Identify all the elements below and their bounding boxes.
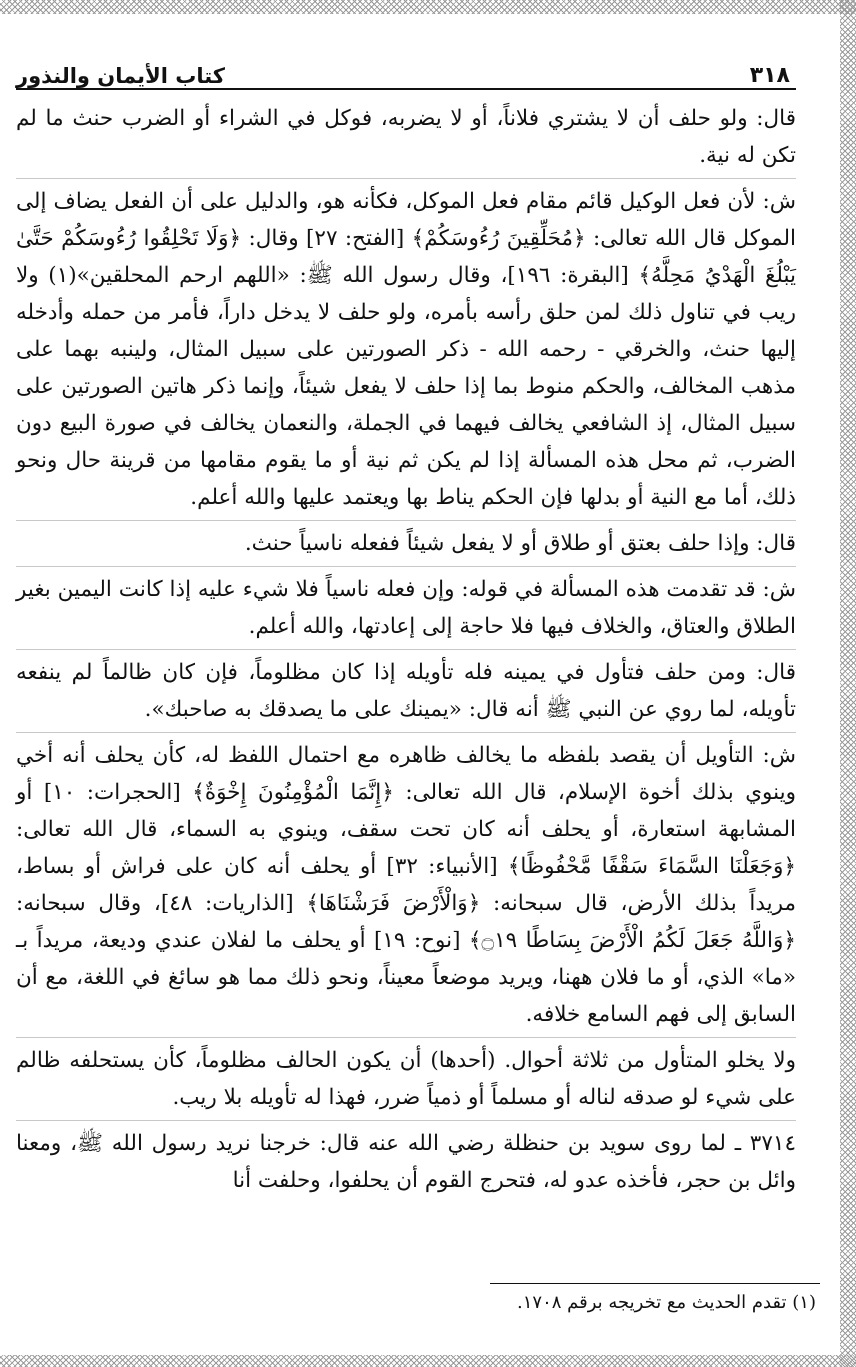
footnote-separator bbox=[490, 1283, 820, 1284]
paragraph-matn-3: قال: ومن حلف فتأول في يمينه فله تأويله إذا كان مظلوماً، فإن كان ظالماً لم ينفعه تأويله، لما روي عن النبي ﷺ أنه قال: «يمينك على ما يصدقك به صاحبك». bbox=[16, 654, 796, 733]
decorative-border-bottom bbox=[0, 1355, 856, 1367]
paragraph-matn-1: قال: ولو حلف أن لا يشتري فلاناً، أو لا يضربه، فوكل في الشراء أو الضرب حنث ما لم تكن له نية. bbox=[16, 100, 796, 179]
page-body bbox=[16, 100, 796, 1203]
paragraph-hadith: ٣٧١٤ ـ لما روى سويد بن حنظلة رضي الله عنه قال: خرجنا نريد رسول الله ﷺ، ومعنا وائل بن حجر، فأخذه عدو له، فتحرج القوم أن يحلفوا، وحلفت أنا bbox=[16, 1131, 796, 1193]
running-header bbox=[16, 44, 796, 90]
footnote: (١) تقدم الحديث مع تخريجه برقم ١٧٠٨. bbox=[517, 1292, 816, 1313]
decorative-border-top bbox=[0, 0, 856, 14]
paragraph-sharh-4: ولا يخلو المتأول من ثلاثة أحوال. (أحدها) أن يكون الحالف مظلوماً، كأن يستحلفه ظالم على شيء لو صدقه لناله أو مسلماً أو ذمياً ضرر، فهذا له تأويله بلا ريب. bbox=[16, 1042, 796, 1121]
book-page bbox=[16, 44, 796, 1203]
paragraph-sharh-1: ش: لأن فعل الوكيل قائم مقام فعل الموكل، فكأنه هو، والدليل على أن الفعل يضاف إلى الموكل قال الله تعالى: ﴿مُحَلِّقِينَ رُءُوسَكُمْ﴾ [الفتح: ٢٧] وقال: ﴿وَلَا تَحْلِقُوا رُءُوسَكُمْ حَتَّىٰ يَبْلُغَ الْهَدْيُ مَحِلَّهُ﴾ [البقرة: ١٩٦]، وقال رسول الله ﷺ: «اللهم ارحم المحلقين»(١) ولا ريب في تناول ذلك لمن حلق رأسه بأمره، ولو حلف لا يدخل داراً، فأمر من حمله وأدخله إليها حنث، والخرقي - رحمه الله - ذكر الصورتين على سبيل المثال، ولينبه بهما على مذهب المخالف، والحكم منوط بما إذا حلف لا يفعل شيئاً، وإنما ذكر هاتين الصورتين على سبيل المثال، إذ الشافعي يخالف فيهما في الجملة، والنعمان يخالف في صورة البيع دون الضرب، ثم محل هذه المسألة إذا لم يكن ثم نية أو ما يقوم مقامها من قرينة حال ونحو ذلك، أما مع النية أو بدلها فإن الحكم يناط بها ويعتمد عليها والله أعلم. bbox=[16, 183, 796, 521]
chapter-title: كتاب الأيمان والنذور bbox=[16, 64, 225, 88]
paragraph-sharh-2: ش: قد تقدمت هذه المسألة في قوله: وإن فعله ناسياً فلا شيء عليه إذا كانت اليمين بغير الطلاق والعتاق، والخلاف فيها فلا حاجة إلى إعادتها، والله أعلم. bbox=[16, 571, 796, 650]
paragraph-sharh-3: ش: التأويل أن يقصد بلفظه ما يخالف ظاهره مع احتمال اللفظ له، كأن يحلف أنه أخي وينوي بذلك أخوة الإسلام، قال الله تعالى: ﴿إِنَّمَا الْمُؤْمِنُونَ إِخْوَةٌ﴾ [الحجرات: ١٠] أو المشابهة استعارة، أو يحلف أنه كان تحت سقف، وينوي به السماء، قال الله تعالى: ﴿وَجَعَلْنَا السَّمَاءَ سَقْفًا مَّحْفُوظًا﴾ [الأنبياء: ٣٢] أو يحلف أنه كان على فراش أو بساط، مريداً بذلك الأرض، قال سبحانه: ﴿وَالْأَرْضَ فَرَشْنَاهَا﴾ [الذاريات: ٤٨]، وقال سبحانه: ﴿وَاللَّهُ جَعَلَ لَكُمُ الْأَرْضَ بِسَاطًا ۝١٩﴾ [نوح: ١٩] أو يحلف ما لفلان عندي وديعة، مريداً بـ «ما» الذي، أو ما فلان ههنا، ويريد موضعاً معيناً، ونحو ذلك مما هو سائغ في اللغة، مع أن السابق إلى فهم السامع خلافه. bbox=[16, 737, 796, 1038]
paragraph-matn-2: قال: وإذا حلف بعتق أو طلاق أو لا يفعل شيئاً ففعله ناسياً حنث. bbox=[16, 525, 796, 567]
page-number: ٣١٨ bbox=[749, 63, 790, 88]
decorative-border-right bbox=[840, 0, 856, 1367]
